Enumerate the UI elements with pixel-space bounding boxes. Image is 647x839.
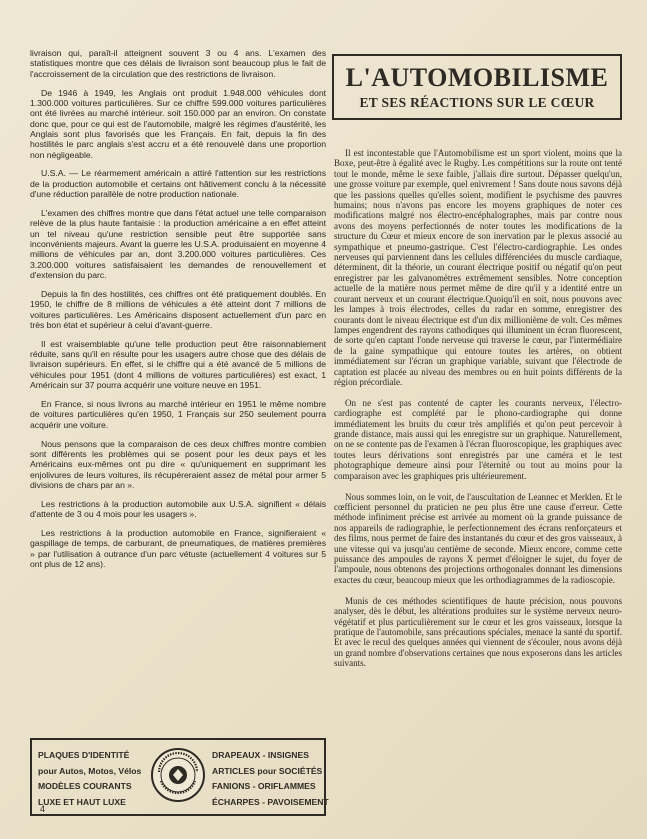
left-column-article bbox=[30, 48, 326, 578]
ad-line: ARTICLES pour SOCIÉTÉS bbox=[212, 765, 323, 776]
article-paragraph: Il est incontestable que l'Automobilisme est un sport violent, moins que la Boxe, peut-être à égalité avec le Rugby. Les compétitions sur la route ont tenté tout le monde, même le sexe faible, j'allais dire surtout. Dépasser quelqu'un, une grosse voiture par exemple, quel enivrement ! Sans doute nous savons déjà que les passions quelles qu'elles soient, modifient le psychisme des pauvres humains; nous n'avons pas encore les moyens graphiques de noter ces modifications malgré nos électro-encéphalographes, mais par contre nous avons des moyens perfectionnés de noter toutes les modifications de la structure du Cœur et mieux encore de son inervation par le plexus associé au sympathique et pneumo-gastrique. C'est l'électro-cardiographie. Les ondes nerveuses qui parviennent dans les cellules différenciées du muscle cardiaque, déterminent, dit la théorie, un courant électrique positif ou négatif qu'on peut enregistrer par les galvanomètres extrêmement sensibles. Notre conception actuelle de la matière nous permet même de dire qu'il y a identité entre un courant nerveux et un courant électrique.Quoiqu'il en soit, nous pouvons avec les lampes à trois électrodes, celles du radar en somme, enregistrer des courants dont le niveau électrique est d'un dix millionième de volt. Ces mêmes lampes engendrent des rayons cathodiques qui illuminent un écran fluorescent, de sorte qu'en captant l'onde nerveuse qui traverse le cœur, par l'intermédiaire de la gaine sympathique qui entoure toutes les artères, on obtient immédiatement sur l'écran un graphique variable, suivant que l'électrode de captation est placée au niveau des membres ou en huit points différents de la région précordiale. bbox=[334, 148, 622, 387]
ad-line: PLAQUES D'IDENTITÉ bbox=[38, 750, 130, 760]
article-subtitle: ET SES RÉACTIONS SUR LE CŒUR bbox=[359, 95, 595, 110]
left-paragraph: Nous pensons que la comparaison de ces deux chiffres montre combien sont différents les problèmes qui se posent pour les deux pays et les Américains eux-mêmes ont pu dire « qu'uniquement en supprimant les enjolivures de leurs voitures, ils récupéreraient assez de métal pour armer 5 divisions de chars par an ». bbox=[30, 438, 326, 490]
left-paragraph: livraison qui, paraît-il atteignent souvent 3 ou 4 ans. L'examen des statistiques montre que ces délais de livraison sont beaucoup plus le fait de l'accroissement de la circulation que des restrictions de livraison. bbox=[30, 48, 326, 79]
ad-line: FANIONS - ORIFLAMMES bbox=[212, 781, 316, 791]
ad-right-list bbox=[212, 748, 329, 810]
seal-emblem-icon bbox=[153, 750, 203, 800]
medallist-seal-logo bbox=[151, 748, 205, 802]
ad-line: MODÈLES COURANTS bbox=[38, 781, 132, 791]
ad-line: DRAPEAUX - INSIGNES bbox=[212, 750, 309, 760]
left-paragraph: Les restrictions à la production automobile en France, signifieraient « gaspillage de temps, de carburant, de pneumatiques, de matières premières » par l'utilisation à outrance d'un parc vétuste (actuellement 4 voitures sur 5 ont plus de 12 ans). bbox=[30, 527, 326, 569]
advertisement-box bbox=[30, 738, 329, 816]
left-paragraph: Les restrictions à la production automobile aux U.S.A. signifient « délais d'attente de 3 ou 4 mois pour les usagers ». bbox=[30, 498, 326, 520]
page-number: 4 bbox=[40, 804, 46, 814]
ad-left-list bbox=[38, 748, 143, 810]
article-title: L'AUTOMOBILISME bbox=[345, 63, 609, 92]
left-paragraph: En France, si nous livrons au marché intérieur en 1951 le même nombre de voitures particulières qu'en 1950, 1 Français sur 250 seulement pourra acquérir une voiture. bbox=[30, 398, 326, 430]
right-column-article bbox=[334, 148, 622, 679]
left-paragraph: De 1946 à 1949, les Anglais ont produit 1.948.000 véhicules dont 1.300.000 voitures particulières. Sur ce chiffre 599.000 voitures particulières ont été livrées au marché intérieur. soit 150.000 par an environ. On constate donc que, pour ce qui est de l'automobile, malgré les régimes d'austérité, les Anglais sont plus favorisés que les Français. En fait, depuis la fin des hostilités le parc anglais s'est accru et a été renouvelé dans une proportion non négligeable. bbox=[30, 87, 326, 160]
left-paragraph: U.S.A. — Le réarmement américain a attiré l'attention sur les restrictions de la production automobile et certains ont hâtivement conclu à la nécessité d'une réduction parallèle de notre production nationale. bbox=[30, 168, 326, 200]
article-paragraph: On ne s'est pas contenté de capter les courants nerveux, l'électro-cardiographe est complété par le phono-cardiographe qui donne immédiatement les bruits du cœur très amplifiés et qu'on peut percevoir à grande distance, mais aussi qui les enregistre sur un graphique. Naturellement, on ne se contente pas de l'examen à l'écran fluoroscopique, les graphiques avec toutes leurs dérivations sont enregistrés par une caméra et le test photographique demeure ainsi pour l'éternité ou tout au moins pour la comparaison avec les graphiques pris ultérieurement. bbox=[334, 397, 622, 481]
ad-line: pour Autos, Motos, Vélos bbox=[38, 765, 142, 776]
left-paragraph: Depuis la fin des hostilités, ces chiffres ont été pratiquement doublés. En 1950, le chiffre de 8 millions de véhicules a été atteint dont 7 millions de voitures particulières. Les Américains disposent actuellement d'un parc en très bon état et supérieur à celui d'avant-guerre. bbox=[30, 288, 326, 330]
left-paragraph: L'examen des chiffres montre que dans l'état actuel une telle comparaison relève de la plus haute fantaisie : la production américaine a en effet atteint un tel niveau qu'une restriction sensible peut être supportée sans inconvénients majeurs. Avant la guerre les U.S.A. produisaient en moyenne 4 millions de véhicules par an, dont 3.200.000 voitures particulières. Ces 3.200.000 voitures satisfaisaient les demandes de renouvellement et d'extension du parc. bbox=[30, 207, 326, 281]
article-paragraph: Munis de ces méthodes scientifiques de haute précision, nous pouvons analyser, dès le début, les altérations produites sur le système nerveux neuro-végétatif et plus particulièrement sur le cœur et les gros vaisseaux, lorsque la pratique de l'automobile, sans précautions spéciales, menace la santé du sportif. Et avec le recul des quelques années qui viennent de s'écouler, nous avons déjà un grand nombre d'observations certaines que nous exposerons dans les articles suivants. bbox=[334, 595, 622, 669]
article-paragraph: Nous sommes loin, on le voit, de l'auscultation de Leannec et Merklen. Et le cœfficient personnel du praticien ne peu plus être une cause d'erreur. Cette méthode infiniment précise est arrivée au moment où la grande puissance de nos appareils de radiographie, le perfectionnement des écrans renforçateurs et des films, nous permet de faire des instantanés du cœur et des gros vaisseaux, à une vitesse qui va jusqu'au centième de seconde. Mieux encore, comme cette puissance des ampoules de rayons X permet d'éloigner le sujet, du foyer de l'ampoule, nous obtenons des projections orthogonales donnant les dimensions exactes du cœur, beaucoup mieux que les orthodiagrammes de la radioscopie. bbox=[334, 491, 622, 585]
article-title-box bbox=[332, 54, 622, 120]
ad-line: ÉCHARPES - PAVOISEMENT bbox=[212, 796, 329, 807]
left-paragraph: Il est vraisemblable qu'une telle production peut être raisonnablement réduite, sans qu'il en résulte pour les usagers autre chose que des délais de livraison supérieurs. En effet, si le chiffre qui a été avancé de 5 millions de véhicules pour 1951 (dont 4 millions de voitures particulières) est exact, 1 Américain sur 37 pourra acquérir une voiture neuve en 1951. bbox=[30, 338, 326, 391]
ad-line: LUXE ET HAUT LUXE bbox=[38, 796, 126, 807]
